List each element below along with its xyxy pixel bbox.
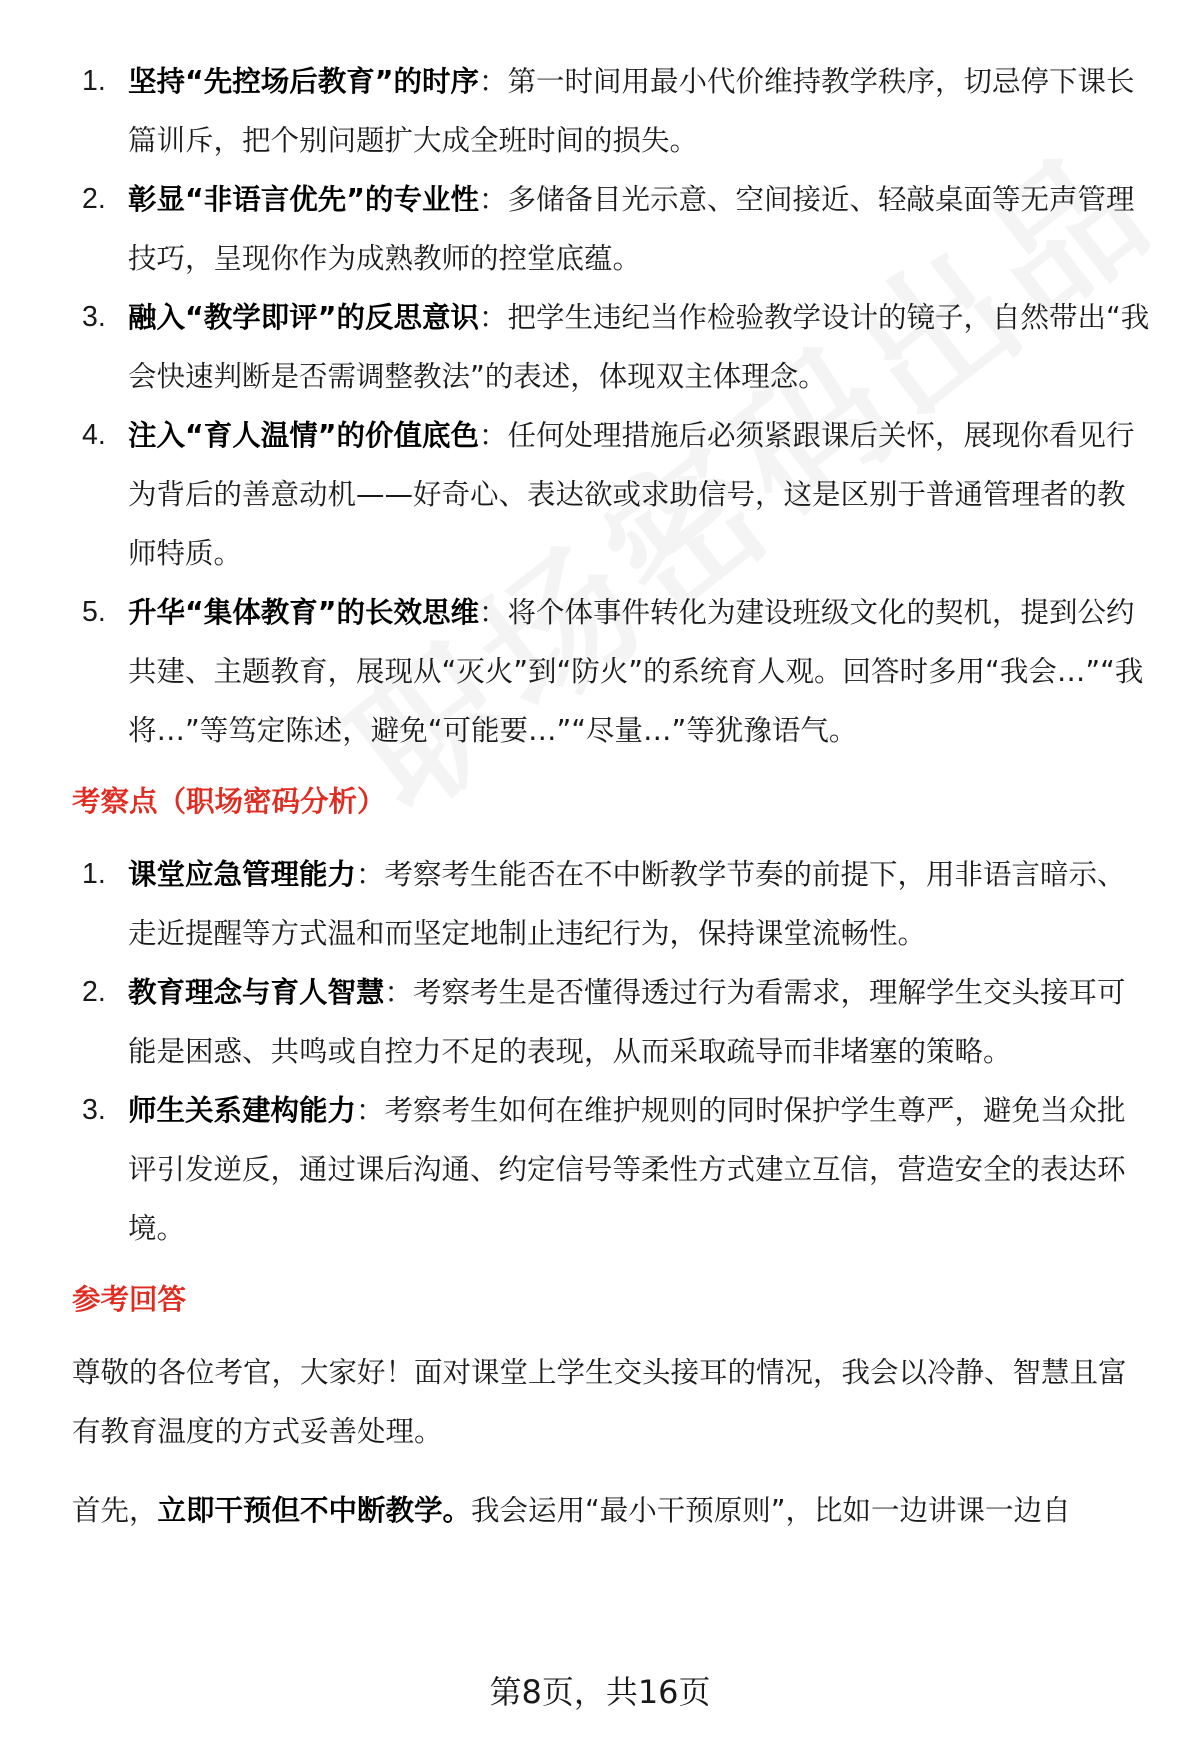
- item-text: ：考察考生如何在维护规则的同时保护学生尊严，避免当众批评引发逆反，通过课后沟通、约定信号等柔性方式建立互信，营造安全的表达环境。: [128, 1094, 1126, 1245]
- answer-emphasis: 立即干预但不中断教学。: [157, 1494, 472, 1527]
- item-text: ：考察考生是否懂得透过行为看需求，理解学生交头接耳可能是困惑、共鸣或自控力不足的表现，从而采取疏导而非堵塞的策略。: [128, 976, 1126, 1068]
- item-heading: 融入“教学即评”的反思意识: [128, 301, 479, 334]
- item-text: ：考察考生能否在不中断教学节奏的前提下，用非语言暗示、走近提醒等方式温和而坚定地制止违纪行为，保持课堂流畅性。: [128, 858, 1126, 950]
- list-item: 1. 课堂应急管理能力：考察考生能否在不中断教学节奏的前提下，用非语言暗示、走近提醒等方式温和而坚定地制止违纪行为，保持课堂流畅性。: [82, 858, 1126, 950]
- item-text: ：第一时间用最小代价维持教学秩序，切忌停下课长篇训斥，把个别问题扩大成全班时间的损失。: [128, 65, 1135, 157]
- tips-list: [72, 52, 1152, 760]
- list-item: 4. 注入“育人温情”的价值底色：任何处理措施后必须紧跟课后关怀，展现你看见行为背后的善意动机——好奇心、表达欲或求助信号，这是区别于普通管理者的教师特质。: [82, 419, 1135, 570]
- item-heading: 教育理念与育人智慧: [128, 976, 385, 1009]
- item-heading: 升华“集体教育”的长效思维: [128, 596, 479, 629]
- list-item: 3. 融入“教学即评”的反思意识：把学生违纪当作检验教学设计的镜子，自然带出“我会快速判断是否需调整教法”的表述，体现双主体理念。: [82, 301, 1150, 393]
- item-text: ：把学生违纪当作检验教学设计的镜子，自然带出“我会快速判断是否需调整教法”的表述，体现双主体理念。: [128, 301, 1150, 393]
- item-heading: 课堂应急管理能力: [128, 858, 357, 891]
- item-heading: 彰显“非语言优先”的专业性: [128, 183, 479, 216]
- section-title-cankao: 参考回答: [72, 1283, 187, 1316]
- item-text: ：任何处理措施后必须紧跟课后关怀，展现你看见行为背后的善意动机——好奇心、表达欲或求助信号，这是区别于普通管理者的教师特质。: [128, 419, 1135, 570]
- list-item: 3. 师生关系建构能力：考察考生如何在维护规则的同时保护学生尊严，避免当众批评引发逆反，通过课后沟通、约定信号等柔性方式建立互信，营造安全的表达环境。: [82, 1094, 1126, 1245]
- list-item: 5. 升华“集体教育”的长效思维：将个体事件转化为建设班级文化的契机，提到公约共建、主题教育，展现从“灭火”到“防火”的系统育人观。回答时多用“我会…”“我将…”等笃定陈述，避免“可能要…”“尽量…”等犹豫语气。: [82, 596, 1144, 747]
- assessment-list: [72, 845, 1152, 1258]
- list-item: 2. 彰显“非语言优先”的专业性：多储备目光示意、空间接近、轻敲桌面等无声管理技巧，呈现你作为成熟教师的控堂底蕴。: [82, 183, 1135, 275]
- page-content: [72, 52, 1152, 1540]
- item-text: ：将个体事件转化为建设班级文化的契机，提到公约共建、主题教育，展现从“灭火”到“防火”的系统育人观。回答时多用“我会…”“我将…”等笃定陈述，避免“可能要…”“尽量…”等犹豫语气。: [128, 596, 1144, 747]
- answer-paragraph: 尊敬的各位考官，大家好！面对课堂上学生交头接耳的情况，我会以冷静、智慧且富有教育温度的方式妥善处理。: [72, 1356, 1127, 1448]
- section-title-kaochadian: 考察点（职场密码分析）: [72, 785, 386, 818]
- item-heading: 师生关系建构能力: [128, 1094, 357, 1127]
- item-heading: 坚持“先控场后教育”的时序: [128, 65, 479, 98]
- item-heading: 注入“育人温情”的价值底色: [128, 419, 479, 452]
- page-number: 第8页，共16页: [489, 1673, 711, 1711]
- answer-paragraph: 首先，立即干预但不中断教学。我会运用“最小干预原则”，比如一边讲课一边自: [72, 1494, 1071, 1527]
- item-text: ：多储备目光示意、空间接近、轻敲桌面等无声管理技巧，呈现你作为成熟教师的控堂底蕴。: [128, 183, 1135, 275]
- list-item: 2. 教育理念与育人智慧：考察考生是否懂得透过行为看需求，理解学生交头接耳可能是困惑、共鸣或自控力不足的表现，从而采取疏导而非堵塞的策略。: [82, 976, 1126, 1068]
- list-item: 1. 坚持“先控场后教育”的时序：第一时间用最小代价维持教学秩序，切忌停下课长篇训斥，把个别问题扩大成全班时间的损失。: [82, 65, 1135, 157]
